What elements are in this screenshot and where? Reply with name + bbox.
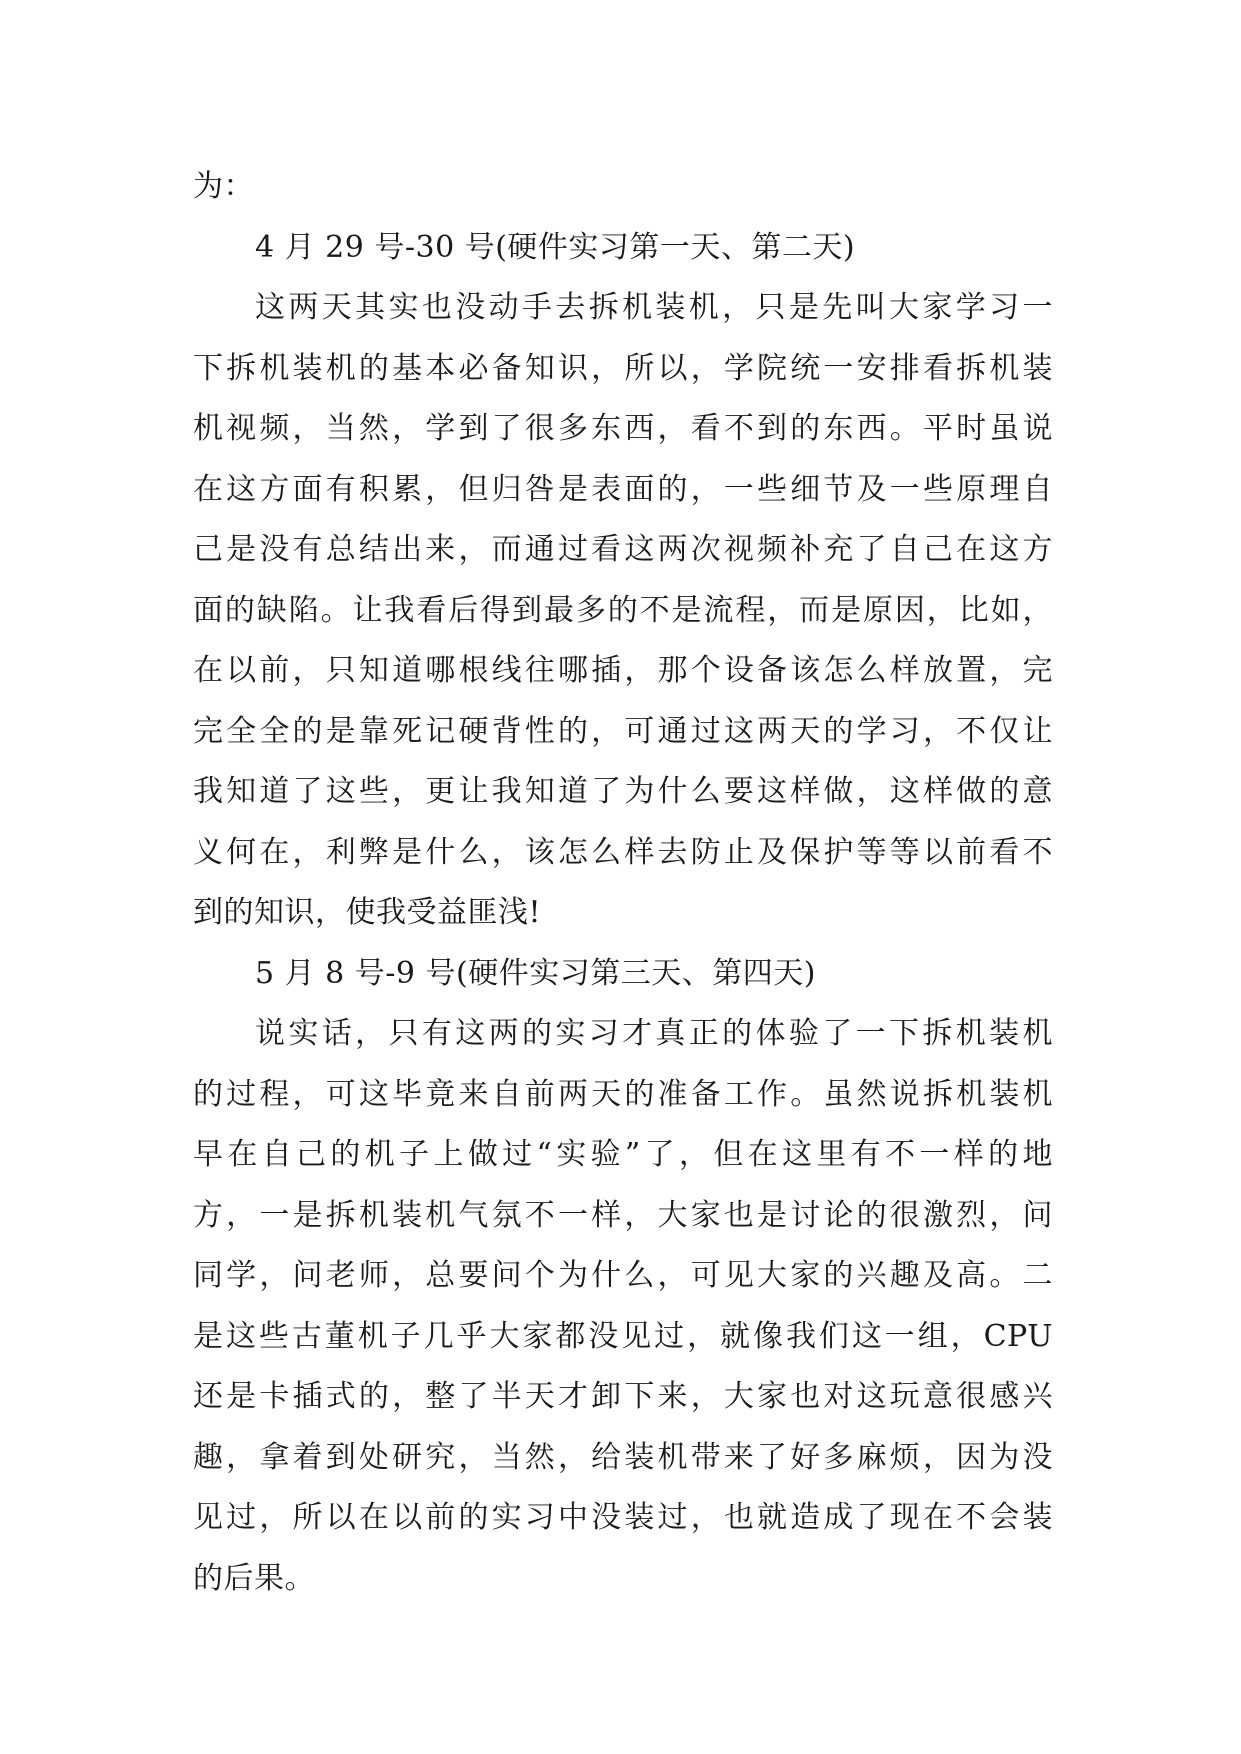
paragraph-line: 这两天其实也没动手去拆机装机，只是先叫大家学习一	[255, 290, 1053, 325]
paragraph-line: 早在自己的机子上做过“实验”了，但在这里有不一样的地	[193, 1137, 1053, 1172]
paragraph-line: 还是卡插式的，整了半天才卸下来，大家也对这玩意很感兴	[193, 1379, 1053, 1414]
paragraph-line: 是这些古董机子几乎大家都没见过，就像我们这一组，CPU	[193, 1318, 1053, 1354]
paragraph-line: 的后果。	[193, 1560, 315, 1596]
section-heading-day1-2: 4 月 29 号-30 号(硬件实习第一天、第二天)	[255, 229, 856, 265]
paragraph-line: 在以前，只知道哪根线往哪插，那个设备该怎么样放置，完	[193, 653, 1053, 688]
paragraph-line: 到的知识，使我受益匪浅!	[193, 895, 542, 930]
paragraph-line: 完全全的是靠死记硬背性的，可通过这两天的学习，不仅让	[193, 713, 1053, 749]
paragraph-line: 面的缺陷。让我看后得到最多的不是流程，而是原因，比如，	[193, 592, 1053, 628]
paragraph-line: 的过程，可这毕竟来自前两天的准备工作。虽然说拆机装机	[193, 1076, 1053, 1112]
paragraph-line: 义何在，利弊是什么，该怎么样去防止及保护等等以前看不	[193, 834, 1053, 870]
paragraph-line: 同学，问老师，总要问个为什么，可见大家的兴趣及高。二	[193, 1258, 1053, 1293]
paragraph-line: 说实话，只有这两的实习才真正的体验了一下拆机装机	[255, 1016, 1053, 1051]
paragraph-line: 机视频，当然，学到了很多东西，看不到的东西。平时虽说	[193, 411, 1053, 446]
text-line: 为：	[193, 169, 254, 204]
paragraph-line: 方，一是拆机装机气氛不一样，大家也是讨论的很激烈，问	[193, 1197, 1053, 1233]
section-heading-day3-4: 5 月 8 号-9 号(硬件实习第三天、第四天)	[255, 955, 816, 991]
paragraph-line: 见过，所以在以前的实习中没装过，也就造成了现在不会装	[193, 1500, 1053, 1535]
paragraph-line: 趣，拿着到处研究，当然，给装机带来了好多麻烦，因为没	[193, 1439, 1053, 1475]
document-body	[193, 157, 1053, 1609]
paragraph-line: 下拆机装机的基本必备知识，所以，学院统一安排看拆机装	[193, 350, 1053, 386]
paragraph-line: 我知道了这些，更让我知道了为什么要这样做，这样做的意	[193, 774, 1053, 809]
paragraph-line: 在这方面有积累，但归咎是表面的，一些细节及一些原理自	[193, 471, 1053, 507]
paragraph-line: 己是没有总结出来，而通过看这两次视频补充了自己在这方	[193, 532, 1053, 567]
